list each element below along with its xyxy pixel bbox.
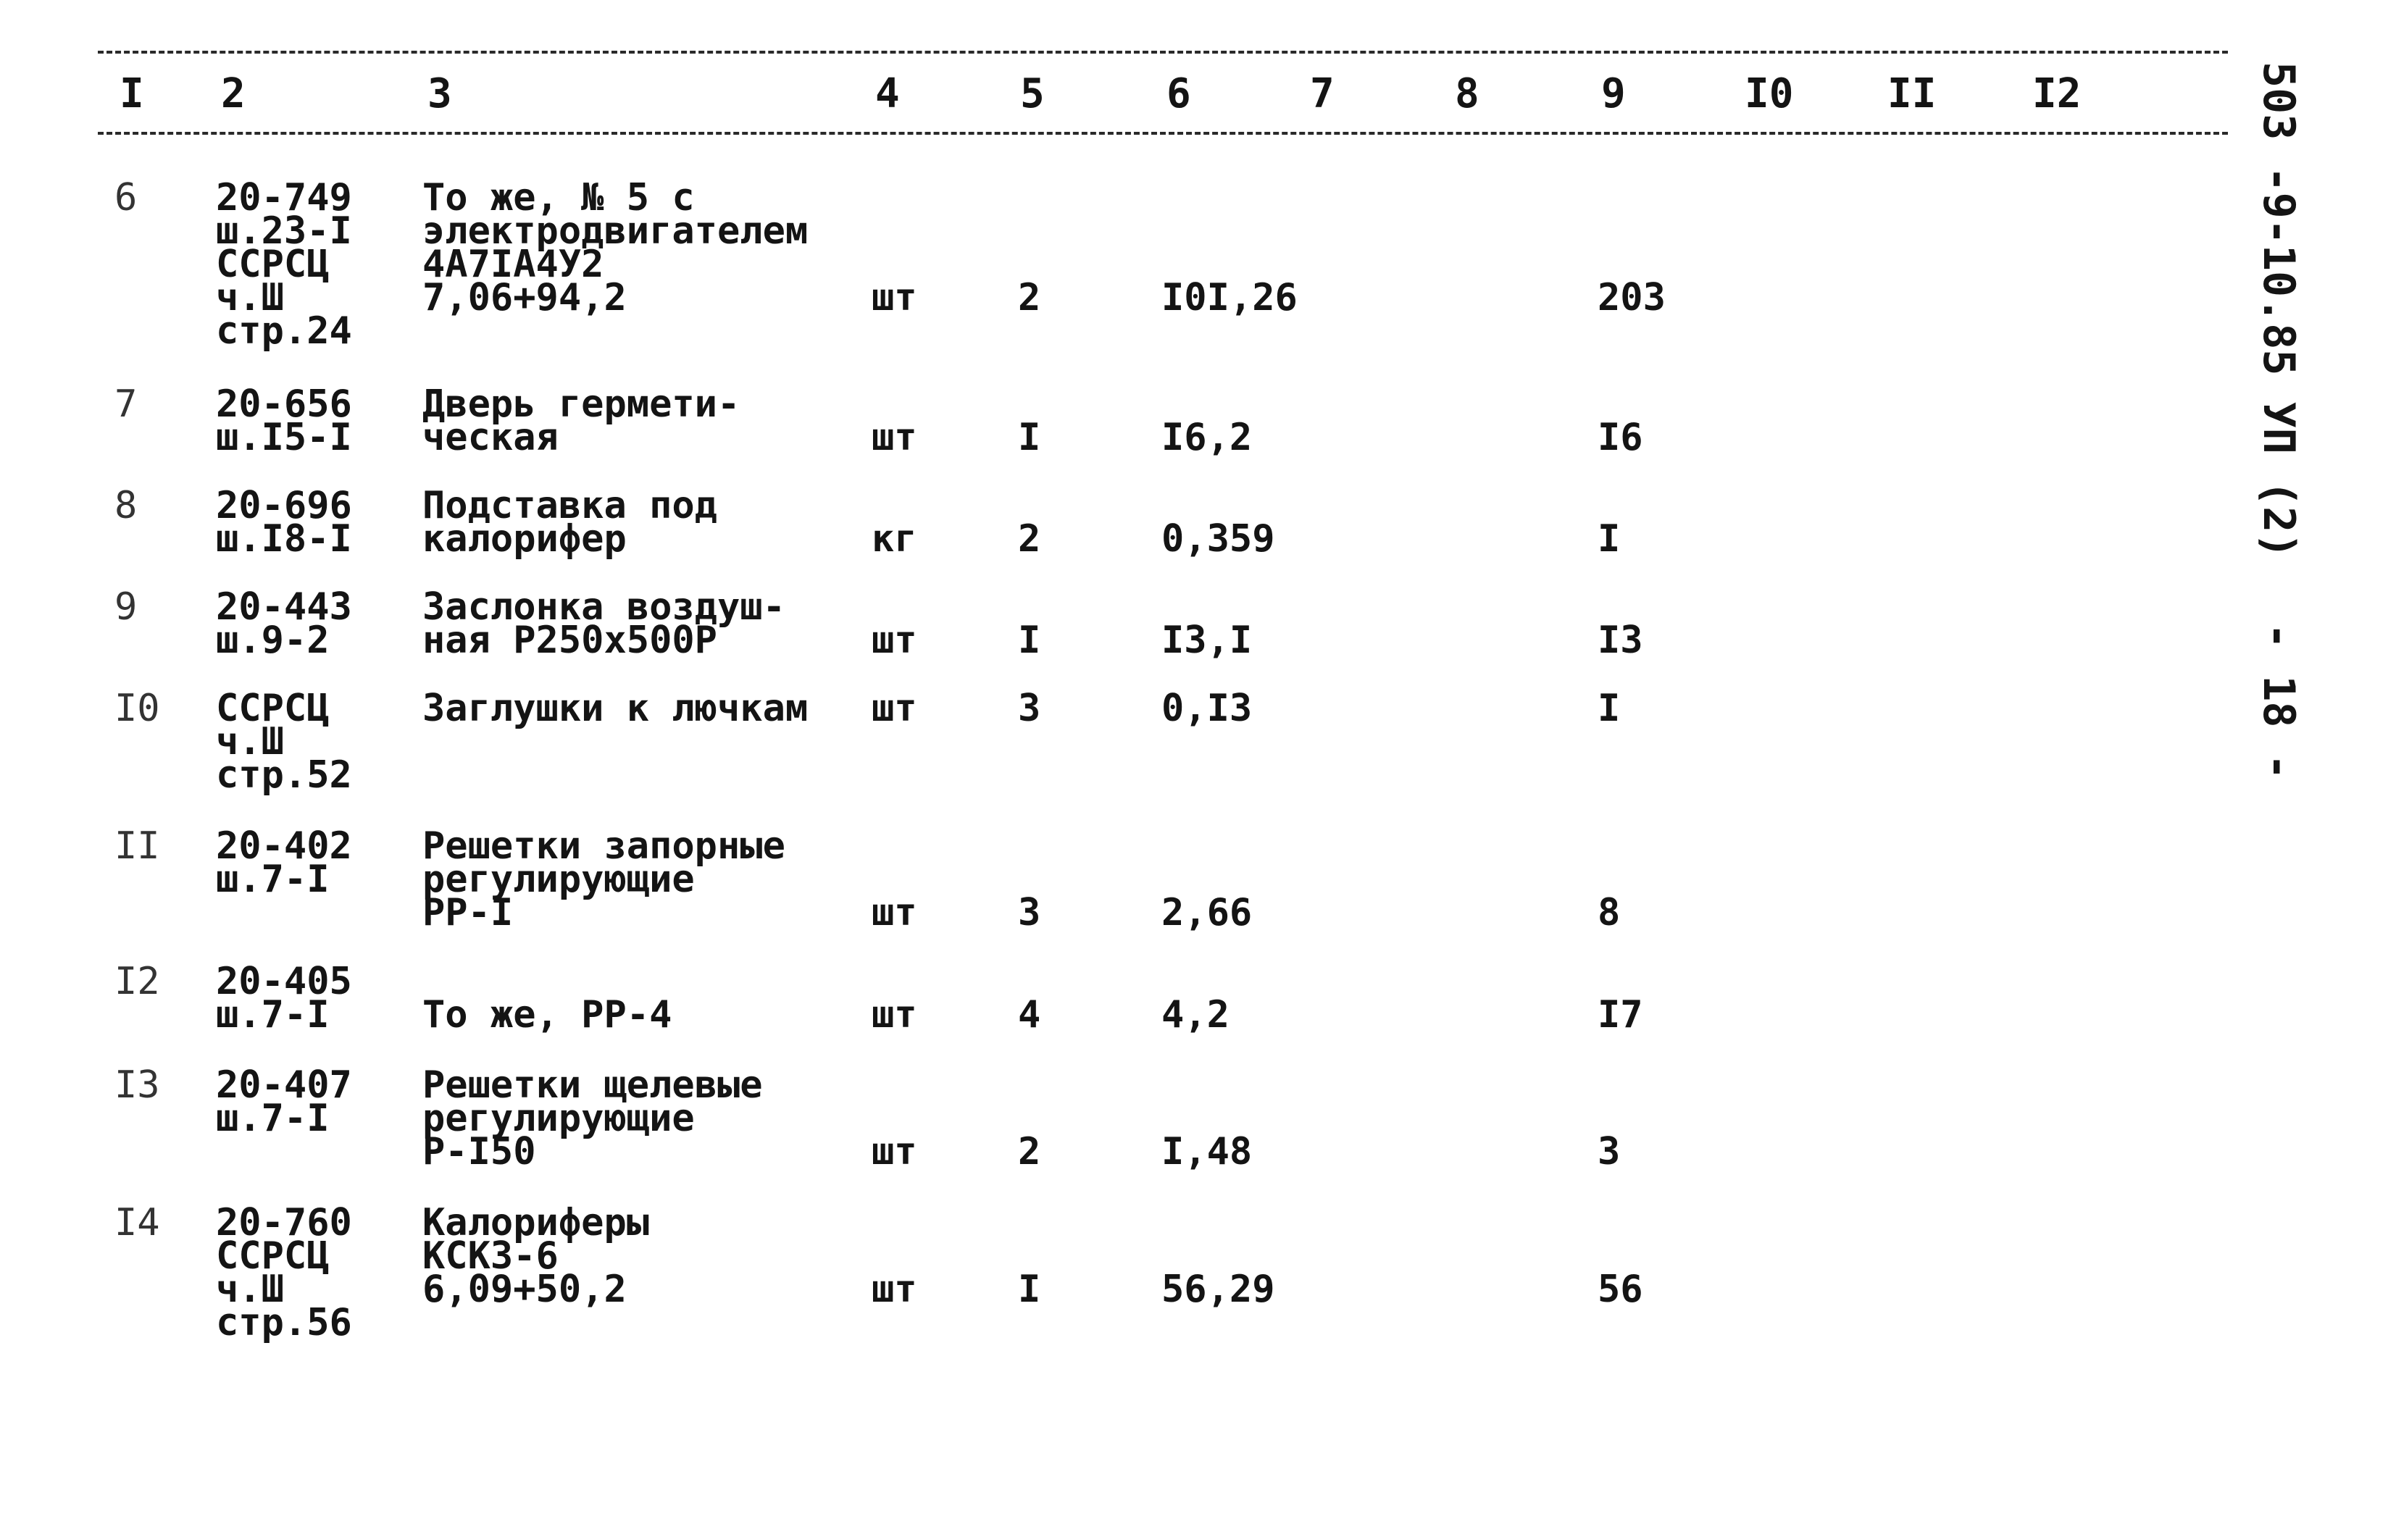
col-header-6: 6	[1166, 70, 1191, 117]
row-unit: шт	[872, 619, 917, 662]
row-name: Решетки запорные регулирующие РР-I	[422, 824, 785, 934]
row-number: I2	[114, 960, 160, 1003]
row-total: 203	[1598, 276, 1666, 319]
row-total: I	[1598, 687, 1621, 730]
row-unit: шт	[872, 416, 917, 459]
row-unit: шт	[872, 1130, 917, 1173]
row-price: 0,359	[1161, 517, 1275, 561]
col-header-7: 7	[1310, 70, 1335, 117]
row-unit: шт	[872, 891, 917, 934]
col-header-4: 4	[875, 70, 900, 117]
row-code: 20-749 ш.23-I ССРСЦ ч.Ш стр.24	[216, 176, 352, 353]
row-qty: 4	[1018, 993, 1041, 1037]
col-header-8: 8	[1455, 70, 1479, 117]
row-total: I3	[1598, 619, 1643, 662]
row-unit: шт	[872, 276, 917, 319]
row-price: I6,2	[1161, 416, 1253, 459]
row-total: I	[1598, 517, 1621, 561]
row-price: I0I,26	[1161, 276, 1298, 319]
document-code: 503 -9-10.85 УП (2)	[2253, 62, 2304, 559]
col-header-3: 3	[427, 70, 452, 117]
page-number: - 18 -	[2253, 623, 2304, 780]
row-code: 20-407 ш.7-I	[216, 1063, 352, 1140]
col-header-5: 5	[1020, 70, 1045, 117]
row-total: I7	[1598, 993, 1643, 1037]
row-number: 8	[114, 484, 138, 527]
row-name: То же, РР-4	[422, 993, 672, 1037]
row-qty: 3	[1018, 687, 1041, 730]
col-header-1: I	[120, 70, 144, 117]
row-qty: 2	[1018, 276, 1041, 319]
row-number: II	[114, 824, 160, 868]
row-code: 20-405 ш.7-I	[216, 960, 352, 1037]
row-price: 56,29	[1161, 1268, 1275, 1311]
row-price: 0,I3	[1161, 687, 1253, 730]
row-code: 20-443 ш.9-2	[216, 585, 352, 662]
row-name: Подставка под калорифер	[422, 484, 717, 561]
row-name: Заслонка воздуш- ная Р250х500Р	[422, 585, 785, 662]
row-total: 56	[1598, 1268, 1643, 1311]
row-number: 9	[114, 585, 138, 629]
header-rule-top	[98, 51, 2228, 54]
row-qty: 2	[1018, 517, 1041, 561]
row-number: I4	[114, 1201, 160, 1244]
row-name: То же, № 5 с электродвигателем 4А7IА4У2 7,06+94,2	[422, 176, 809, 319]
row-price: 4,2	[1161, 993, 1230, 1037]
row-unit: кг	[872, 517, 917, 561]
row-qty: I	[1018, 619, 1041, 662]
row-number: 7	[114, 382, 138, 426]
row-unit: шт	[872, 993, 917, 1037]
row-qty: I	[1018, 416, 1041, 459]
row-code: 20-696 ш.I8-I	[216, 484, 352, 561]
row-total: I6	[1598, 416, 1643, 459]
row-price: I,48	[1161, 1130, 1253, 1173]
col-header-2: 2	[221, 70, 246, 117]
row-name: Дверь гермети- ческая	[422, 382, 740, 459]
row-qty: 2	[1018, 1130, 1041, 1173]
row-unit: шт	[872, 687, 917, 730]
row-code: ССРСЦ ч.Ш стр.52	[216, 687, 352, 797]
row-qty: I	[1018, 1268, 1041, 1311]
row-code: 20-656 ш.I5-I	[216, 382, 352, 459]
row-price: I3,I	[1161, 619, 1253, 662]
row-unit: шт	[872, 1268, 917, 1311]
row-name: Калориферы КСК3-6 6,09+50,2	[422, 1201, 650, 1311]
col-header-11: II	[1887, 70, 1937, 117]
row-name: Решетки щелевые регулирующие Р-I50	[422, 1063, 763, 1173]
row-number: I0	[114, 687, 160, 730]
col-header-10: I0	[1745, 70, 1794, 117]
col-header-12: I2	[2032, 70, 2082, 117]
row-code: 20-760 ССРСЦ ч.Ш стр.56	[216, 1201, 352, 1344]
col-header-9: 9	[1601, 70, 1626, 117]
row-qty: 3	[1018, 891, 1041, 934]
header-rule-bottom	[98, 132, 2228, 135]
row-number: I3	[114, 1063, 160, 1107]
row-total: 8	[1598, 891, 1621, 934]
row-number: 6	[114, 176, 138, 219]
row-total: 3	[1598, 1130, 1621, 1173]
row-price: 2,66	[1161, 891, 1253, 934]
row-code: 20-402 ш.7-I	[216, 824, 352, 901]
row-name: Заглушки к лючкам	[422, 687, 809, 730]
